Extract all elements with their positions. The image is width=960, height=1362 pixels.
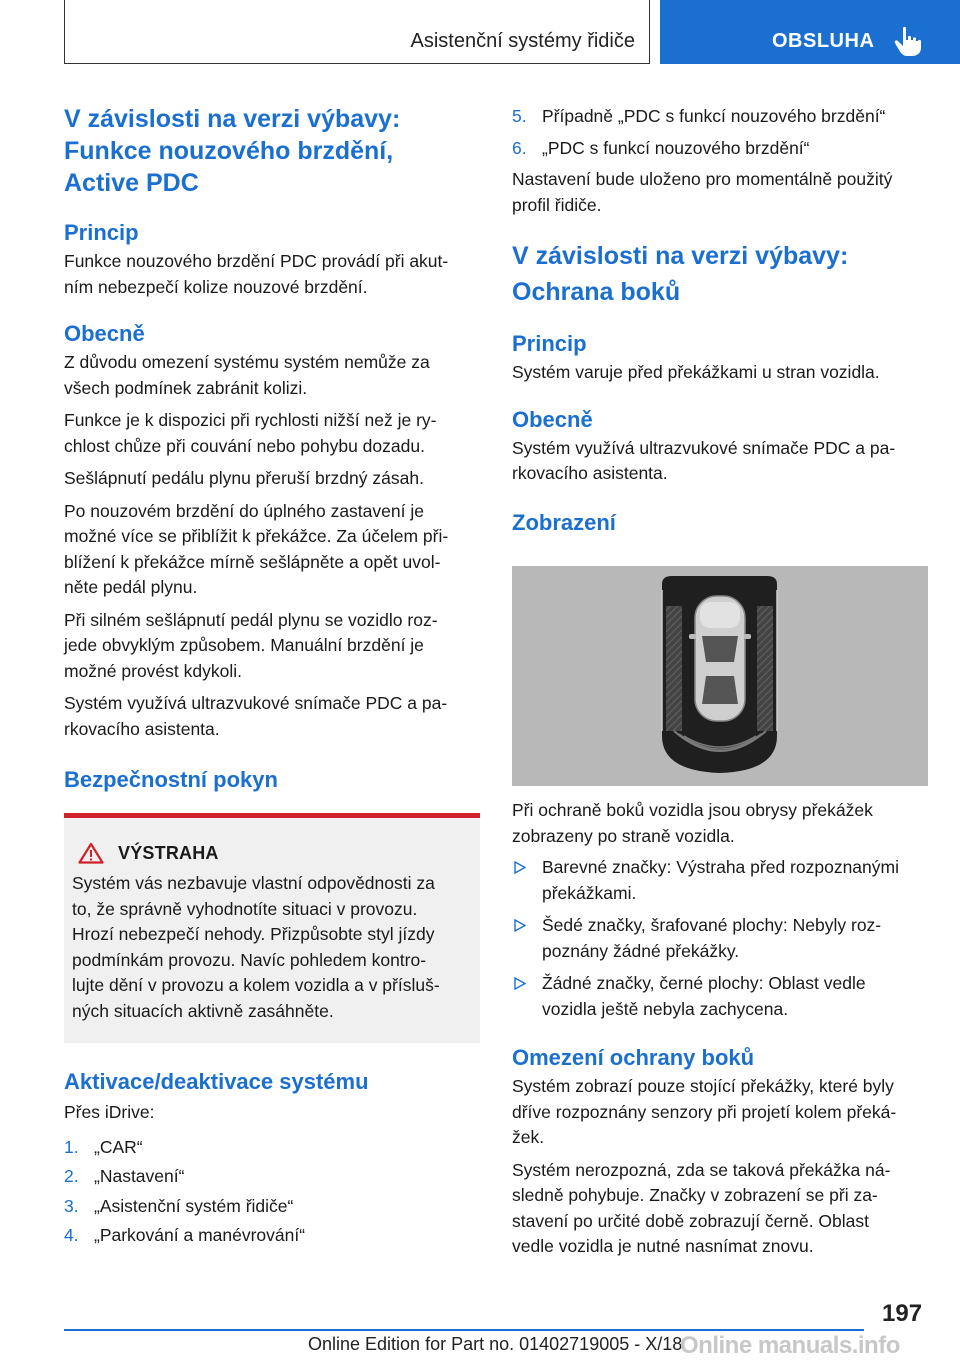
warning-triangle-icon — [78, 842, 104, 864]
text-line: Při ochraně boků vozidla jsou obrysy překážek — [512, 800, 873, 820]
main-heading-line: V závislosti na verzi výbavy: — [64, 105, 401, 133]
text-line: možné více se přiblížit k překážce. Za účelem při- — [64, 526, 449, 546]
text-line: žek. — [512, 1127, 545, 1147]
text-line: poznány žádné překážky. — [542, 940, 740, 961]
text-line: možné provést kdykoli. — [64, 660, 242, 681]
text-line: Šedé značky, šrafované plochy: Nebyly roz- — [542, 915, 882, 935]
list-item — [64, 1164, 480, 1190]
limits-paragraph — [512, 1074, 928, 1151]
general-paragraph — [64, 691, 480, 742]
list-item — [64, 1135, 480, 1161]
display-section — [512, 798, 928, 1260]
watermark-logo: Online manuals.info — [680, 1332, 900, 1359]
text-line: Funkce je k dispozici při rychlosti nižší než je ry- — [64, 410, 437, 430]
text-line: Sešlápnutí pedálu plynu přeruší brzdný zásah. — [64, 468, 424, 488]
header-section-box — [64, 0, 650, 64]
activation-heading: Aktivace/deaktivace systému — [64, 1069, 369, 1094]
step-text: „Nastavení“ — [94, 1166, 185, 1186]
general-paragraph — [64, 466, 480, 492]
page-number: 197 — [882, 1300, 923, 1327]
car-top-view-illustration — [512, 566, 928, 786]
text-line: Barevné značky: Výstraha před rozpoznanými — [542, 857, 899, 877]
right-column — [512, 104, 928, 537]
text-line: sledně pohybuje. Značky v zobrazení se při za- — [512, 1185, 878, 1205]
text-line: Systém nerozpozná, zda se taková překážka ná- — [512, 1159, 891, 1180]
general-heading: Obecně — [64, 321, 145, 346]
limits-heading: Omezení ochrany boků — [512, 1045, 755, 1070]
text-line: blížení k překážce mírně sešlápněte a opět uvol- — [64, 551, 441, 572]
side-protection-heading — [512, 238, 928, 310]
text-line: stavení po určité době zobrazují černě. Oblast — [512, 1210, 870, 1231]
text-line: to, že správně vyhodnotíte situaci v provozu. — [72, 898, 418, 919]
saved-note — [512, 167, 928, 218]
warning-box — [64, 813, 480, 1043]
text-line: vedle vozidla je nutné nasnímat znovu. — [512, 1236, 814, 1256]
text-line: Nastavení bude uloženo pro momentálně použitý — [512, 169, 893, 189]
heading-line: Ochrana boků — [512, 278, 681, 306]
principle-text — [512, 360, 928, 386]
warning-text — [72, 871, 470, 1024]
bullet-triangle-icon — [514, 919, 526, 932]
step-text: „PDC s funkcí nouzového brzdění“ — [542, 137, 810, 158]
activation-section — [64, 1068, 480, 1249]
general-paragraph — [64, 350, 480, 401]
list-item — [64, 1194, 480, 1220]
list-item — [512, 104, 928, 130]
left-column — [64, 100, 480, 794]
text-line: ných situacích aktivně zasáhněte. — [72, 1000, 334, 1021]
text-line: Po nouzovém brzdění do úplného zastavení je — [64, 500, 424, 521]
text-line: rkovacího asistenta. — [512, 463, 668, 483]
activation-steps — [64, 1135, 480, 1249]
text-line: Systém vás nezbavuje vlastní odpovědnosti za — [72, 873, 435, 893]
text-line: chlost chůze při couvání nebo pohybu dozadu. — [64, 435, 425, 456]
general-paragraph — [64, 608, 480, 685]
principle-heading: Princip — [64, 220, 139, 245]
step-number: 4. — [64, 1225, 79, 1245]
step-number: 2. — [64, 1166, 79, 1186]
general-paragraph — [64, 408, 480, 459]
list-item — [64, 1223, 480, 1249]
heading-line: V závislosti na verzi výbavy: — [512, 242, 849, 270]
text-line: Systém využívá ultrazvukové snímače PDC a pa- — [512, 437, 896, 458]
warning-header — [78, 842, 470, 864]
text-line: podmínkám provozu. Navíc pohledem kontro- — [72, 949, 427, 970]
step-number: 1. — [64, 1136, 79, 1157]
text-line: jede obvyklým způsobem. Manuální brzdění je — [64, 635, 424, 655]
list-item — [512, 855, 928, 906]
principle-heading: Princip — [512, 331, 587, 356]
general-text — [512, 436, 928, 487]
text-line: lujte dění v provozu a kolem vozidla a v přísluš- — [72, 975, 440, 995]
main-heading — [64, 103, 480, 199]
text-line: Systém varuje před překážkami u stran vozidla. — [512, 362, 880, 382]
text-line: Žádné značky, černé plochy: Oblast vedle — [542, 973, 866, 993]
limits-paragraph — [512, 1158, 928, 1260]
text-line: profil řidiče. — [512, 194, 602, 215]
warning-label: VÝSTRAHA — [118, 842, 219, 863]
text-line: rkovacího asistenta. — [64, 718, 220, 739]
text-line: všech podmínek zabránit kolizi. — [64, 377, 308, 398]
bullet-triangle-icon — [514, 861, 526, 874]
chapter-tab-label: OBSLUHA — [772, 30, 875, 52]
principle-text — [64, 249, 480, 300]
step-text: Případně „PDC s funkcí nouzového brzdění“ — [542, 106, 886, 126]
text-line: Systém zobrazí pouze stojící překážky, které byly — [512, 1076, 894, 1096]
safety-heading: Bezpečnostní pokyn — [64, 767, 278, 792]
general-heading: Obecně — [512, 406, 593, 432]
list-item — [512, 913, 928, 964]
header-section-title: Asistenční systémy řidiče — [410, 30, 635, 52]
hand-pointer-icon — [894, 26, 922, 56]
footer-divider — [64, 1329, 864, 1331]
step-text: „Parkování a manévrování“ — [94, 1225, 306, 1245]
footer-edition: Online Edition for Part no. 01402719005 - X/18 — [308, 1334, 683, 1354]
general-paragraph — [64, 499, 480, 601]
text-line: ním nebezpečí kolize nouzové brzdění. — [64, 276, 368, 297]
text-line: Při silném sešlápnutí pedál plynu se vozidlo roz- — [64, 609, 438, 630]
step-number: 5. — [512, 106, 527, 126]
main-heading-line: Funkce nouzového brzdění, — [64, 137, 394, 165]
text-line: překážkami. — [542, 882, 637, 903]
text-line: vozidla ještě nebyla zachycena. — [542, 998, 789, 1019]
chapter-tab[interactable] — [660, 0, 960, 64]
bullet-triangle-icon — [514, 977, 526, 990]
main-heading-line: Active PDC — [64, 169, 199, 197]
display-heading: Zobrazení — [512, 509, 616, 535]
text-line: Funkce nouzového brzdění PDC provádí při akut- — [64, 251, 449, 271]
activation-intro: Přes iDrive: — [64, 1102, 155, 1122]
list-item — [512, 136, 928, 162]
text-line: Z důvodu omezení systému systém nemůže za — [64, 352, 430, 372]
text-line: Hrozí nebezpečí nehody. Přizpůsobte styl jízdy — [72, 924, 435, 944]
text-line: něte pedál plynu. — [64, 577, 198, 597]
text-line: zobrazeny po straně vozidla. — [512, 825, 735, 846]
step-number: 3. — [64, 1195, 79, 1216]
step-number: 6. — [512, 137, 527, 158]
text-line: Systém využívá ultrazvukové snímače PDC a pa- — [64, 693, 448, 713]
step-text: „Asistenční systém řidiče“ — [94, 1195, 294, 1216]
list-item — [512, 971, 928, 1022]
side-protection-figure — [512, 566, 928, 786]
step-text: „CAR“ — [94, 1136, 143, 1157]
text-line: dříve rozpoznány senzory při projetí kolem překá- — [512, 1101, 897, 1122]
figure-caption — [512, 798, 928, 849]
